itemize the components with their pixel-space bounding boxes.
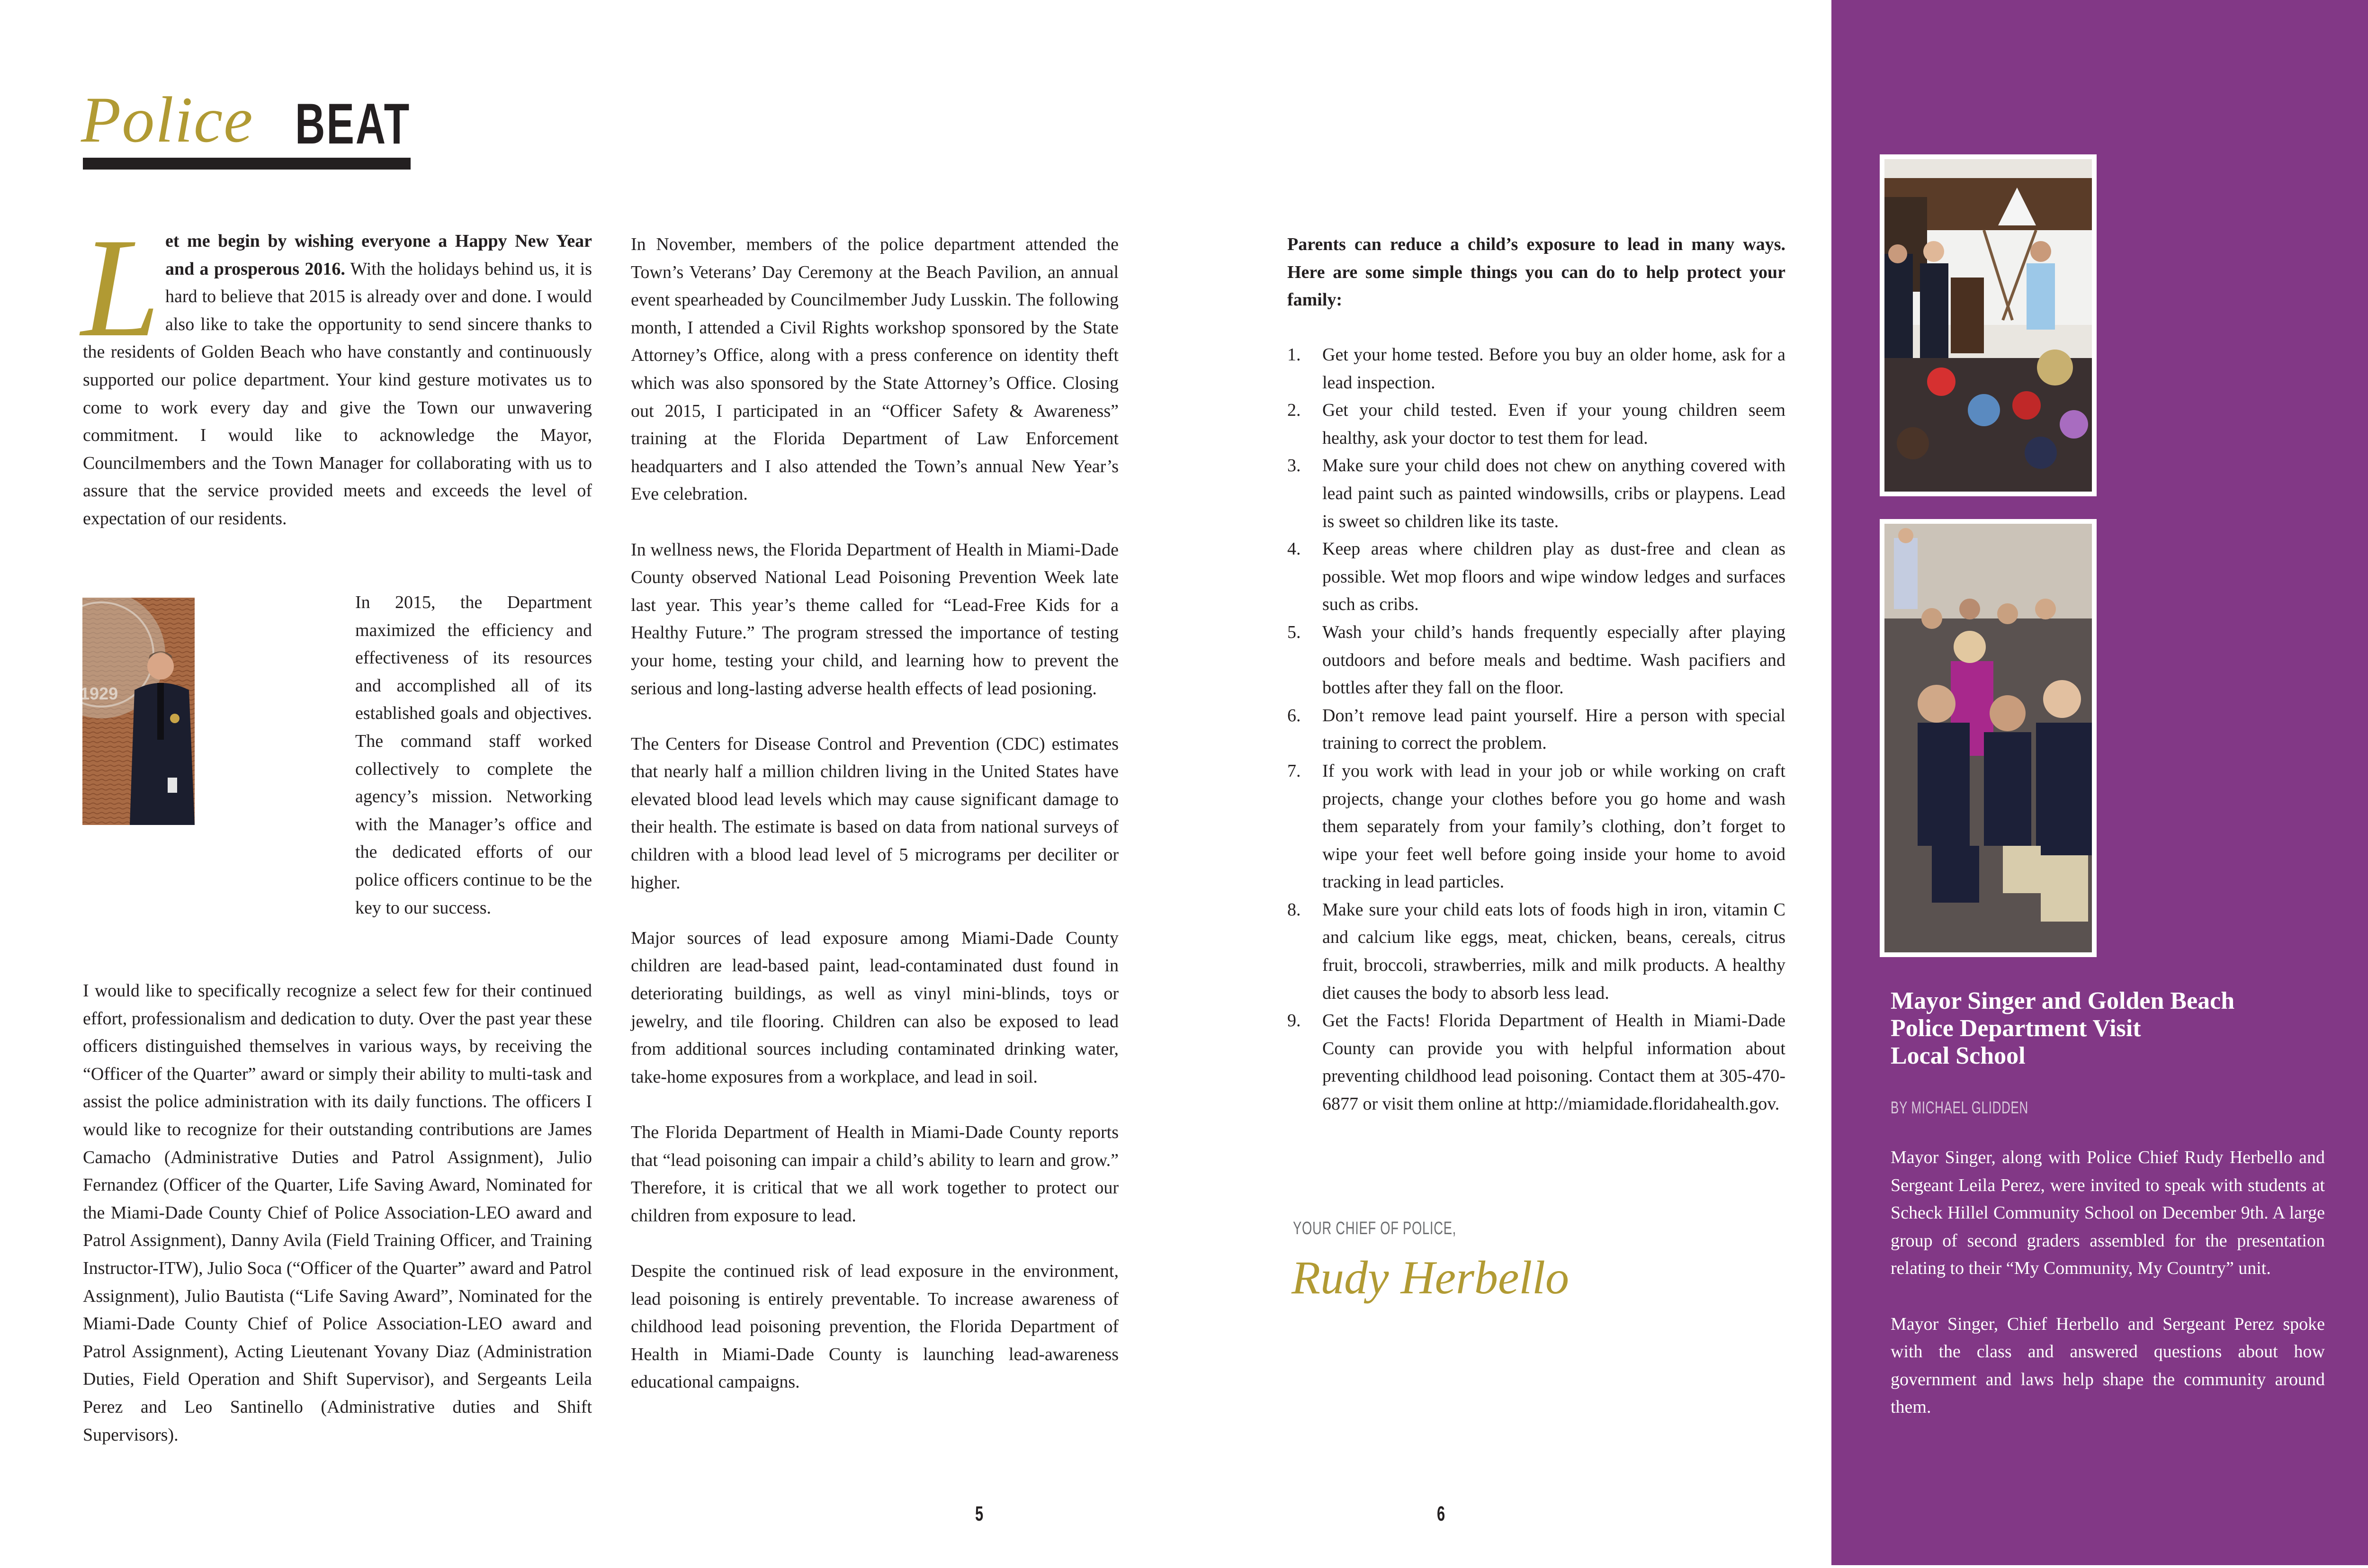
- department-summary-paragraph: [355, 589, 592, 950]
- tip-item: [1287, 396, 1785, 452]
- tip-number: 6.: [1287, 705, 1301, 726]
- school-visit-sidebar: [1831, 0, 2368, 1565]
- masthead-underline-bar: [83, 158, 411, 170]
- headline-line: Local School: [1891, 1042, 2026, 1069]
- sidebar-paragraph: Mayor Singer, Chief Herbello and Sergeant Perez spoke with the class and answered questions about how government and laws help shape the community around them.: [1891, 1314, 2325, 1417]
- officer-recognition-text: I would like to specifically recognize a select few for their continued effort, professionalism and dedication to duty. Over the past year these officers distinguished themselves in various ways, by receiving the “Officer of the Quarter” award or simply their ability to multi-task and assist the police administration with its daily functions. The officers I would like to recognize for their outstanding contributions are James Camacho (Administrative Duties and Patrol Assignment), Julio Fernandez (Officer of the Quarter, Life Saving Award, Nominated for the Miami-Dade County Chief of Police Association-LEO award and Patrol Assignment), Danny Avila (Field Training Officer, and Training Instructor-ITW), Julio Soca (“Officer of the Quarter” award and Patrol Assignment), Julio Bautista (“Life Saving Award”, Nominated for the Miami-Dade County Chief of Police Association-LEO award and Patrol Assignment), Acting Lieutenant Yovany Diaz (Administration Duties, Field Operation and Shift Supervisor), and Sergeants Leila Perez and Leo Santinello (Administrative duties and Shift Supervisors).: [83, 981, 592, 1445]
- school-visit-photo-1: [1884, 159, 2092, 492]
- page-number-5: 5: [975, 1502, 984, 1525]
- students-raising-hands-image: [1884, 524, 2092, 952]
- page-number-6: 6: [1437, 1502, 1445, 1525]
- tip-number: 8.: [1287, 899, 1301, 920]
- col2-paragraph-cdc: The Centers for Disease Control and Prevention (CDC) estimates that nearly half a million children living in the United States have elevated blood lead levels which may cause significant damage to their health. The estimate is based on data from national surveys of children with a blood lead level of 5 micrograms per deciliter or higher.: [631, 734, 1119, 893]
- sidebar-paragraph: Mayor Singer, along with Police Chief Rudy Herbello and Sergeant Leila Perez, were invited to speak with students at Scheck Hillel Community School on December 9th. A large group of second graders assembled for the presentation relating to their “My Community, My Country” unit.: [1891, 1147, 2325, 1279]
- intro-paragraph: [81, 209, 592, 533]
- school-visit-photo-2: [1884, 524, 2092, 952]
- tip-text: Make sure your child eats lots of foods high in iron, vitamin C and calcium like eggs, meat, chicken, beans, cereals, citrus fruit, broccoli, strawberries, milk and milk products. A healthy diet causes the body to absorb less lead.: [1322, 899, 1785, 1003]
- photo-frame-classroom: [1880, 154, 2097, 496]
- tip-text: Make sure your child does not chew on anything covered with lead paint such as painted windowsills, cribs or playpens. Lead is sweet so children like its taste.: [1322, 456, 1785, 531]
- headline-line: Police Department Visit: [1891, 1015, 2141, 1042]
- masthead-bold-word: BEAT: [295, 91, 411, 156]
- signoff-label: YOUR CHIEF OF POLICE,: [1293, 1219, 1457, 1238]
- masthead-script-word: Police: [81, 83, 254, 156]
- chief-signature: Rudy Herbello: [1292, 1251, 1569, 1304]
- col2-paragraph-sources: Major sources of lead exposure among Miami-Dade County children are lead-based paint, lead-contaminated dust found in deteriorating buildings, as well as vinyl mini-blinds, toys or jewelry, and tile flooring. Children can also be exposed to lead from additional sources including contaminated drinking water, take-home exposures from a workplace, and lead in soil.: [631, 928, 1119, 1087]
- tip-item: [1287, 1007, 1785, 1118]
- tips-lead-paragraph: Parents can reduce a child’s exposure to lead in many ways. Here are some simple things you can do to help protect your family:: [1287, 234, 1785, 310]
- tip-number: 2.: [1287, 400, 1301, 421]
- tip-item: [1287, 702, 1785, 757]
- col2-paragraph-events: In November, members of the police department attended the Town’s Veterans’ Day Ceremony at the Beach Pavilion, an annual event spearheaded by Councilmember Judy Lusskin. The following month, I attended a Civil Rights workshop sponsored by the State Attorney’s Office, along with a press conference on identity theft which was also sponsored by the State Attorney’s Office. Closing out 2015, I participated in an “Officer Safety & Awareness” training at the Florida Department of Law Enforcement headquarters and I also attended the Town’s annual New Year’s Eve celebration.: [631, 234, 1119, 504]
- svg-text:1929: 1929: [82, 684, 118, 703]
- masthead: [77, 85, 409, 170]
- tip-number: 9.: [1287, 1011, 1301, 1031]
- chief-portrait-photo: [82, 598, 195, 825]
- chief-portrait-image: [82, 598, 195, 825]
- sidebar-headline: [1891, 987, 2317, 1070]
- sidebar-body: [1891, 1144, 2325, 1449]
- intro-text: With the holidays behind us, it is hard to believe that 2015 is already over and done. I would also like to take the opportunity to send sincere thanks to the residents of Golden Beach who have constantly and continuously supported our police department. Your kind gesture motivates us to come to work every day and give the Town our unwavering commitment. I would like to acknowledge the Mayor, Councilmembers and the Town Manager for collaborating with us to assure that the service provided meets and exceeds the level of expectation of our residents.: [83, 259, 592, 529]
- sidebar-byline: BY MICHAEL GLIDDEN: [1891, 1098, 2028, 1117]
- tip-number: 1.: [1287, 345, 1301, 365]
- tip-item: [1287, 452, 1785, 535]
- intro-lead-bold: et me begin by wishing everyone a Happy New Year and a prosperous 2016.: [165, 231, 592, 279]
- col2-paragraph-report: The Florida Department of Health in Miami-Dade County reports that “lead poisoning can impair a child’s ability to learn and grow.” Therefore, it is critical that we all work together to protect our children from exposure to lead.: [631, 1122, 1119, 1226]
- drop-cap: L: [81, 209, 160, 366]
- tip-number: 5.: [1287, 622, 1301, 642]
- lead-safety-tips-list: [1287, 341, 1785, 1118]
- tip-item: [1287, 896, 1785, 1007]
- tip-number: 3.: [1287, 456, 1301, 476]
- department-summary-text: In 2015, the Department maximized the efficiency and effectiveness of its resources and accomplished all of its established goals and objectives. The command staff worked collectively to complete the agency’s mission. Networking with the Manager’s office and the dedicated efforts of our police officers continue to be the key to our success.: [355, 592, 592, 918]
- col2-paragraph-prevention: Despite the continued risk of lead exposure in the environment, lead poisoning is entirely preventable. To increase awareness of childhood lead poisoning prevention, the Florida Department of Health in Miami-Dade County is launching lead-awareness educational campaigns.: [631, 1261, 1119, 1392]
- photo-frame-students: [1880, 519, 2097, 957]
- tip-number: 4.: [1287, 539, 1301, 559]
- tip-text: If you work with lead in your job or while working on craft projects, change your clothes before you go home and wash them separately from your family’s clothing, don’t forget to wipe your feet well before going inside your home to avoid tracking in lead particles.: [1322, 761, 1785, 892]
- tip-text: Keep areas where children play as dust-free and clean as possible. Wet mop floors and wipe window ledges and surfaces such as cribs.: [1322, 539, 1785, 615]
- tip-text: Get your home tested. Before you buy an older home, ask for a lead inspection.: [1322, 345, 1785, 393]
- tip-number: 7.: [1287, 761, 1301, 781]
- column-2: [631, 231, 1119, 1424]
- col2-paragraph-wellness: In wellness news, the Florida Department of Health in Miami-Dade County observed National Lead Poisoning Prevention Week late last year. This year’s theme called for “Lead-Free Kids for a Healthy Future.” The program stressed the importance of testing your home, testing your child, and learning how to prevent the serious and long-lasting adverse health effects of lead posioning.: [631, 539, 1119, 699]
- tip-text: Don’t remove lead paint yourself. Hire a person with special training to correct the problem.: [1322, 705, 1785, 753]
- headline-line: Mayor Singer and Golden Beach: [1891, 987, 2235, 1014]
- officer-recognition-paragraph: [83, 977, 592, 1477]
- tip-item: [1287, 618, 1785, 702]
- tip-text: Wash your child’s hands frequently especially after playing outdoors and before meals and bedtime. Wash pacifiers and bottles after they fall on the floor.: [1322, 622, 1785, 698]
- tip-item: [1287, 341, 1785, 396]
- classroom-speakers-image: [1884, 159, 2092, 492]
- tip-text: Get your child tested. Even if your young children seem healthy, ask your doctor to test them for lead.: [1322, 400, 1785, 448]
- tip-text: Get the Facts! Florida Department of Health in Miami-Dade County can provide you with helpful information about preventing childhood lead poisoning. Contact them at 305-470-6877 or visit them online at http://miamidade.floridahealth.gov.: [1322, 1011, 1785, 1114]
- tip-item: [1287, 535, 1785, 618]
- tip-item: [1287, 757, 1785, 896]
